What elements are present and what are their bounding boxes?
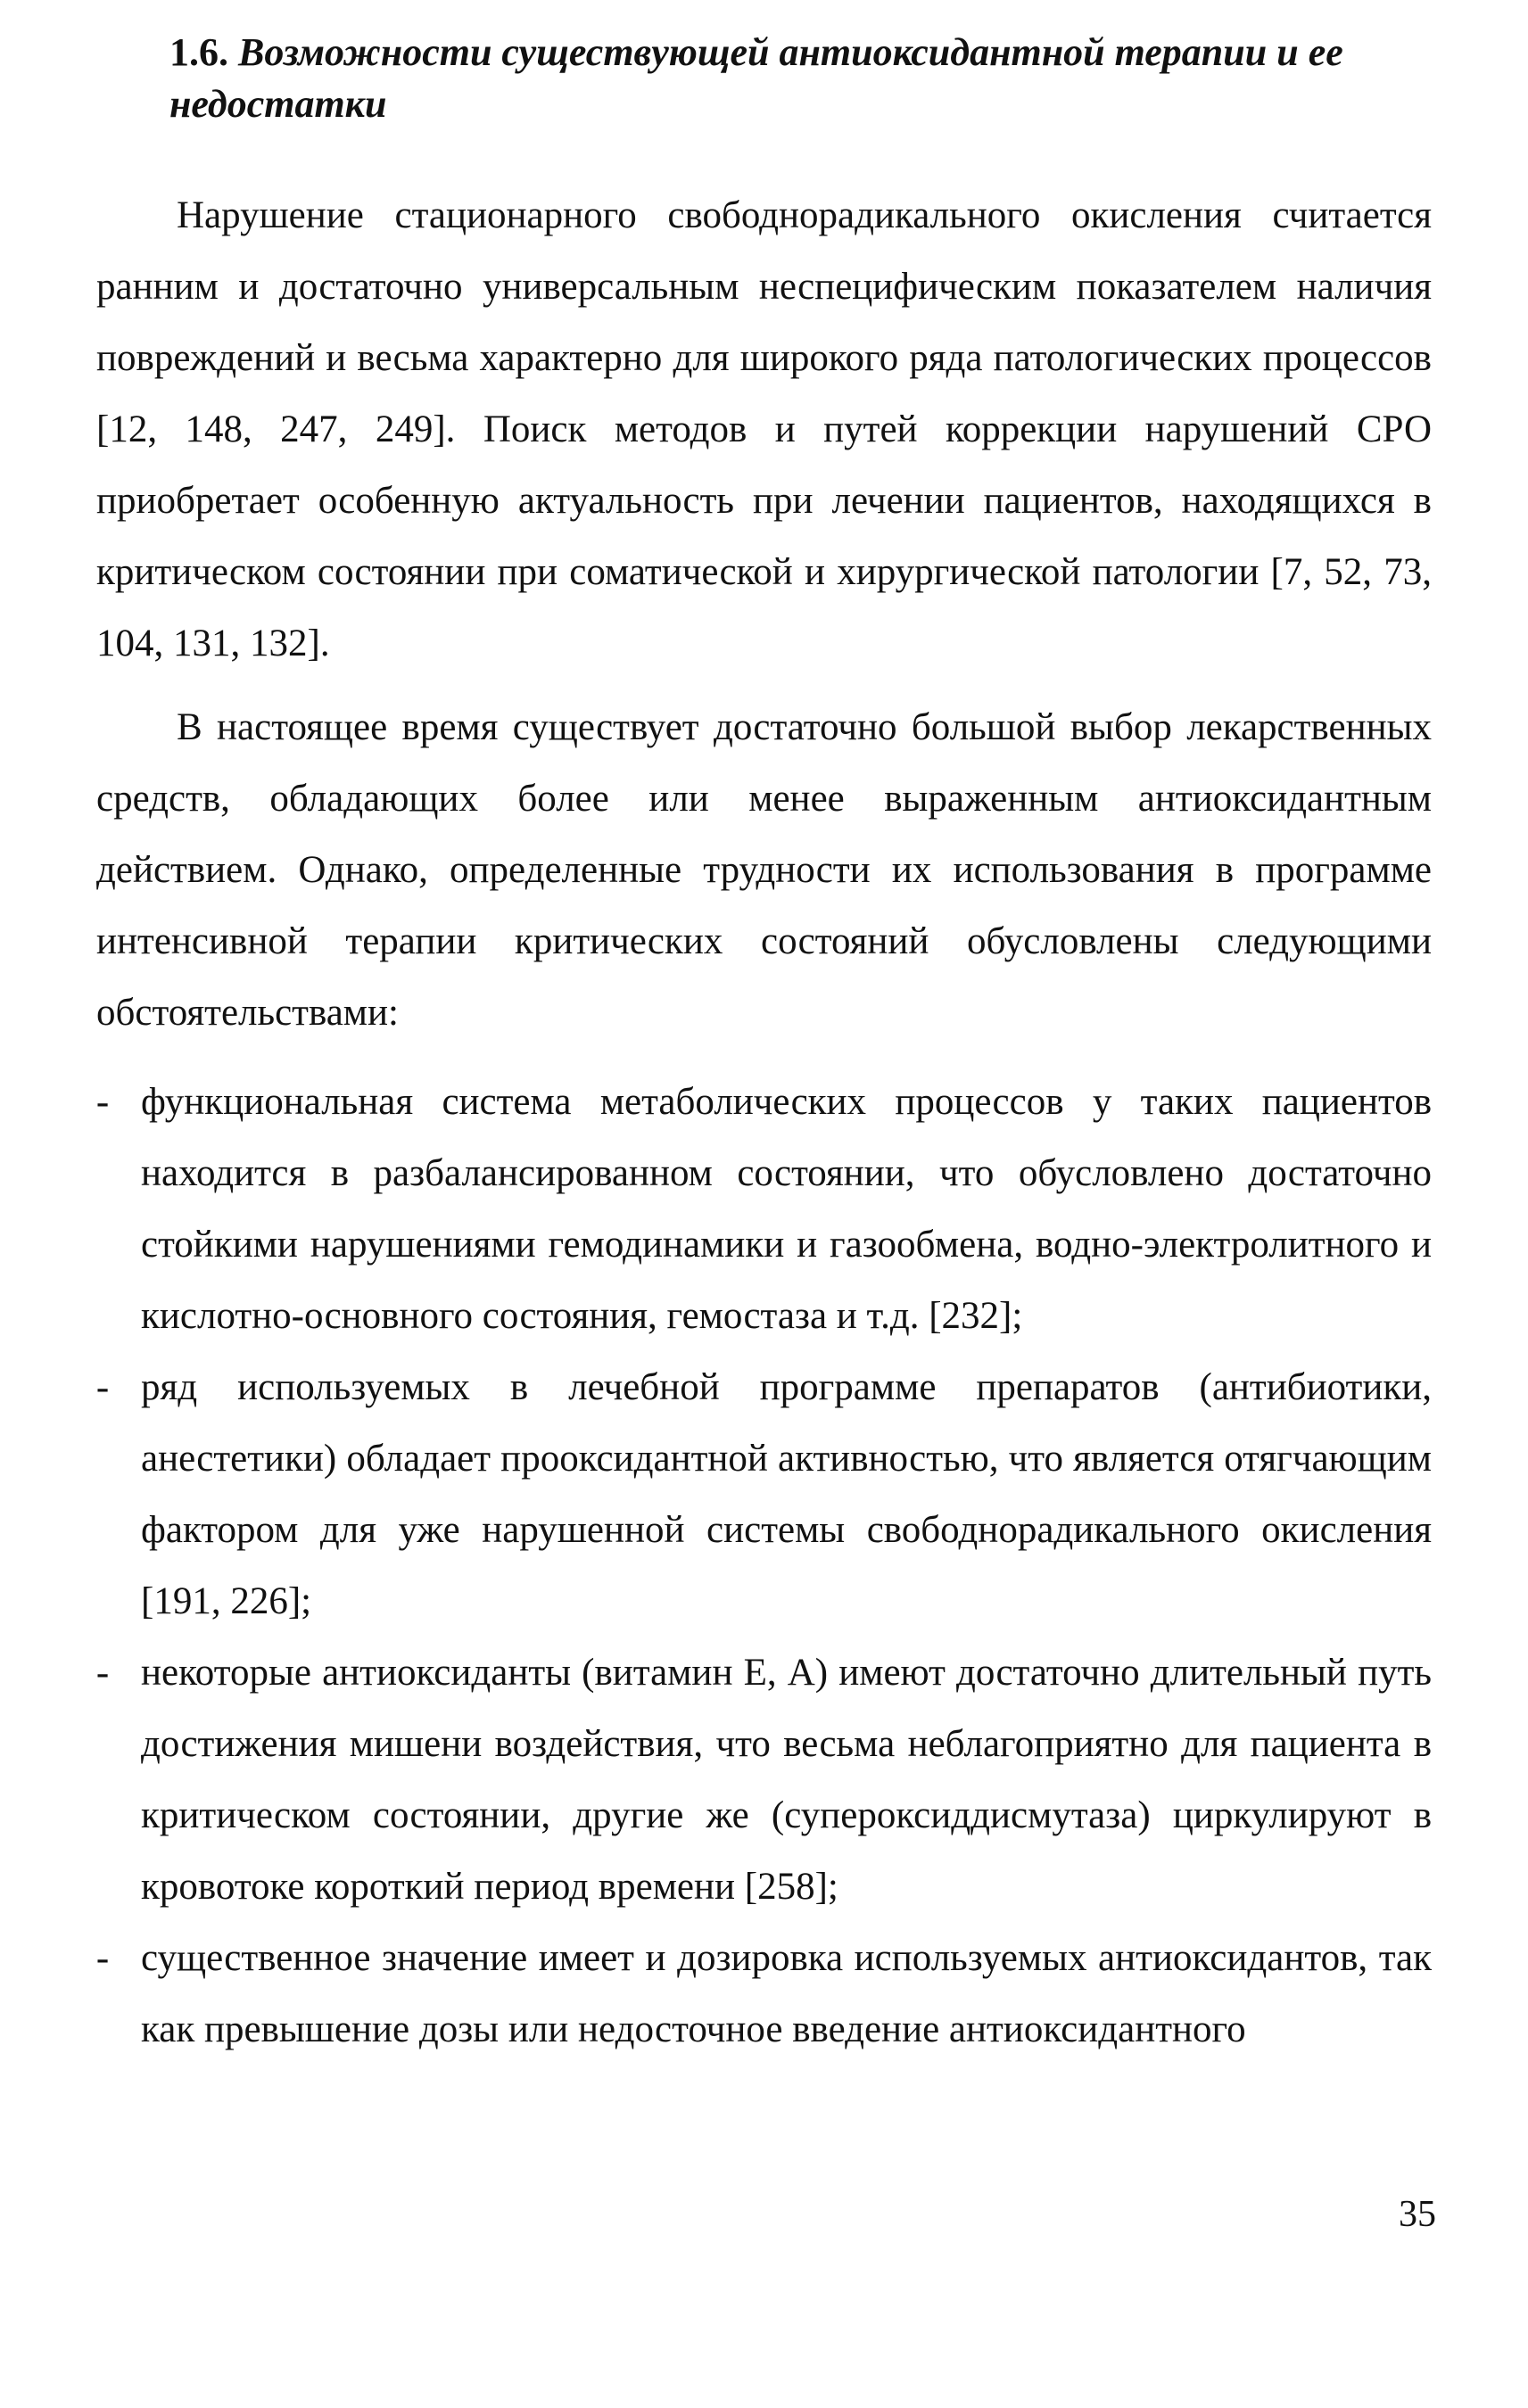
list-item [89,1923,1432,2066]
list-item-text: функциональная система метаболических процессов у таких пациентов находится в разбалансированном состоянии, что обусловлено достаточно стойкими нарушениями гемодинамики и газообмена, водно-электролитного и кислотно-основного состояния, гемостаза и т.д. [232]; [141,1081,1432,1337]
list-item-text: существенное значение имеет и дозировка используемых антиоксидантов, так как превышение дозы или недосточное введение антиоксидантного [141,1937,1432,2050]
section-title: Возможности существующей антиоксидантной терапии и ее недостатки [169,30,1343,126]
list-item [89,1067,1432,1352]
circumstances-list [89,1067,1432,2066]
list-marker: - [95,1937,110,1979]
list-item [89,1637,1432,1923]
list-item [89,1352,1432,1637]
list-item-text: ряд используемых в лечебной программе препаратов (антибиотики, анестетики) обладает прооксидантной активностью, что является отягчающим фактором для уже нарушенной системы свободнорадикального окисления [191, 226]; [141,1366,1432,1622]
list-marker: - [95,1081,110,1123]
paragraph-2: В настоящее время существует достаточно большой выбор лекарственных средств, обладающих более или менее выраженным антиоксидантным действием. Однако, определенные трудности их использования в программе интенсивной терапии критических состояний обусловлены следующими обстоятельствами: [96,706,1432,1034]
list-item-text: некоторые антиоксиданты (витамин Е, А) имеют достаточно длительный путь достижения мишени воздействия, что весьма неблагоприятно для пациента в критическом состоянии, другие же (супероксиддисмутаза) циркулируют в кровотоке короткий период времени [258]; [141,1652,1432,1908]
list-marker: - [95,1366,110,1408]
page-number: 35 [1399,2194,1436,2235]
section-number: 1.6. [169,30,228,74]
section-heading [169,27,1436,130]
paragraph-1: Нарушение стационарного свободнорадикального окисления считается ранним и достаточно универсальным неспецифическим показателем наличия повреждений и весьма характерно для широкого ряда патологических процессов [12, 148, 247, 249]. Поиск методов и путей коррекции нарушений СРО приобретает особенную актуальность при лечении пациентов, находящихся в критическом состоянии при соматической и хирургической патологии [7, 52, 73, 104, 131, 132]. [96,194,1432,664]
list-marker: - [95,1652,110,1694]
